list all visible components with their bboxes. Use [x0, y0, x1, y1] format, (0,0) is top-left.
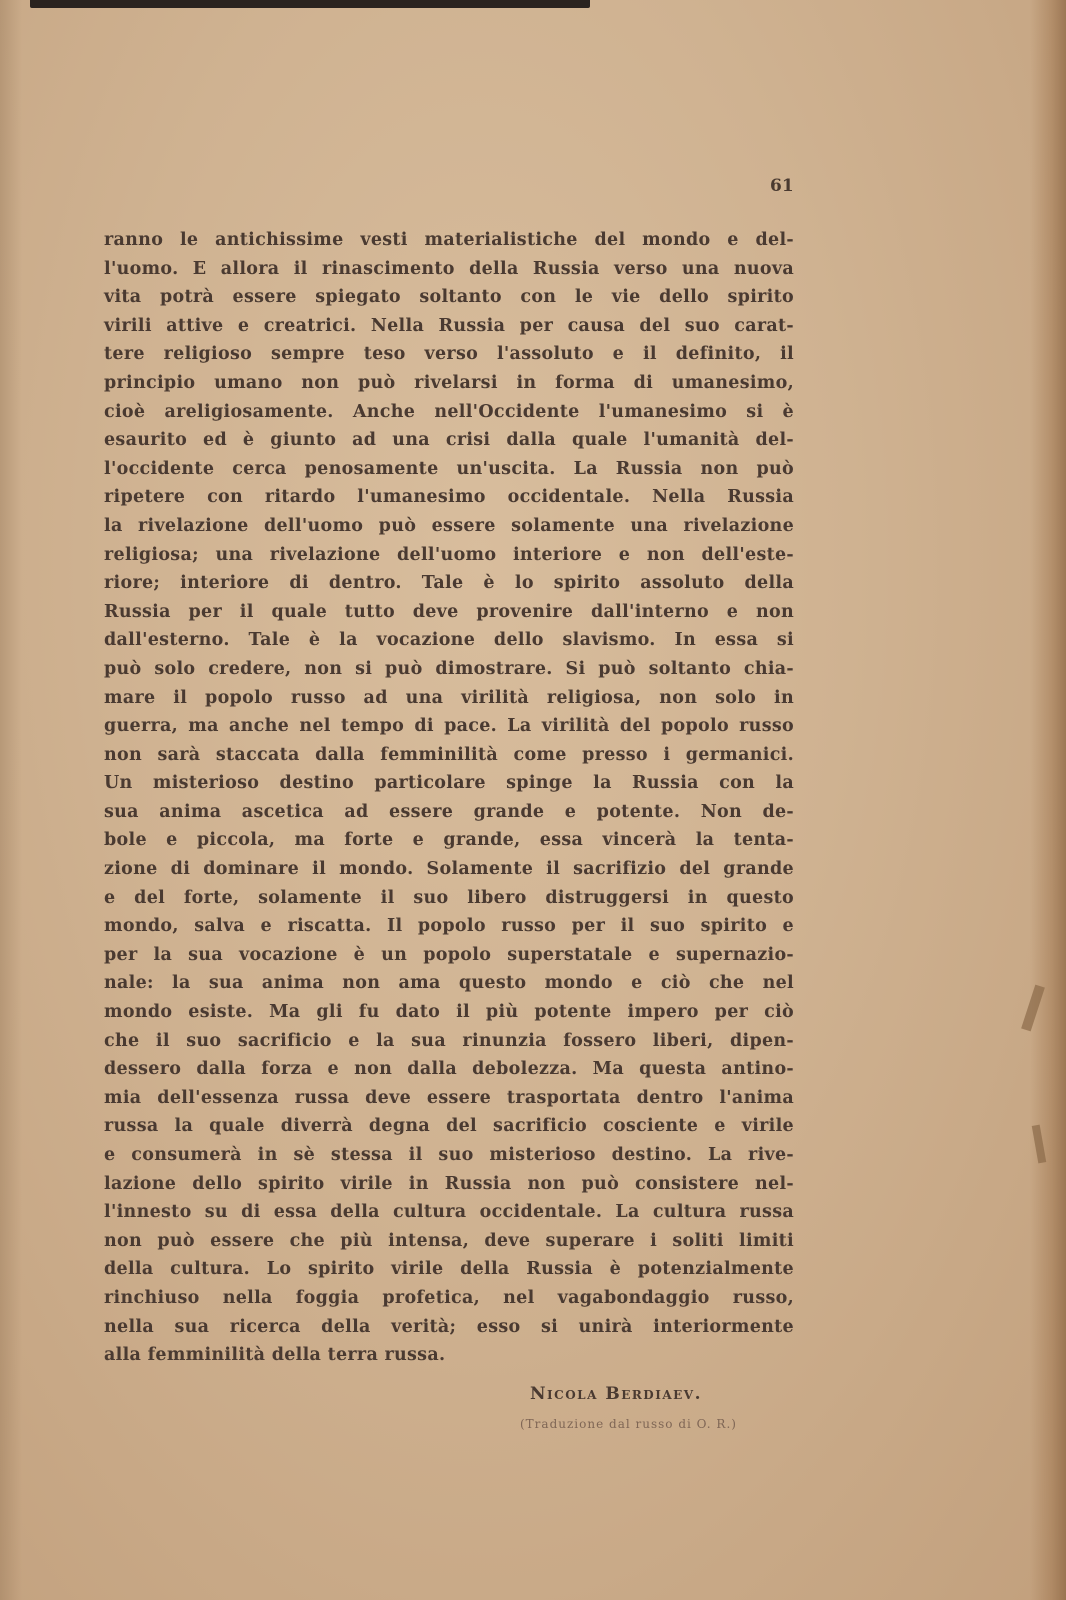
text-line: della cultura. Lo spirito virile della Russia è potenzialmente — [104, 1259, 794, 1280]
text-line: ranno le antichissime vesti materialistiche del mondo e del- — [104, 230, 794, 250]
text-line: vita potrà essere spiegato soltanto con le vie dello spirito — [104, 287, 794, 308]
translation-note: (Traduzione dal russo di O. R.) — [520, 1417, 737, 1431]
text-line: e consumerà in sè stessa il suo misterioso destino. La rive- — [104, 1145, 794, 1165]
text-line: e del forte, solamente il suo libero distruggersi in questo — [104, 887, 794, 908]
text-line: dall'esterno. Tale è la vocazione dello slavismo. In essa si — [104, 630, 794, 651]
text-line: l'occidente cerca penosamente un'uscita. La Russia non può — [104, 458, 794, 479]
text-line: la rivelazione dell'uomo può essere solamente una rivelazione — [104, 515, 794, 536]
text-line: nella sua ricerca della verità; esso si unirà interiormente — [104, 1316, 794, 1337]
text-line: l'uomo. E allora il rinascimento della Russia verso una nuova — [104, 258, 794, 279]
page-left-shadow — [0, 0, 22, 1600]
text-line: tere religioso sempre teso verso l'assoluto e il definito, il — [104, 344, 794, 365]
text-line: religiosa; una rivelazione dell'uomo interiore e non dell'este- — [104, 544, 794, 565]
text-line: può solo credere, non si può dimostrare. Si può soltanto chia- — [104, 658, 794, 679]
text-line: non sarà staccata dalla femminilità come presso i germanici. — [104, 744, 794, 765]
text-line: mare il popolo russo ad una virilità religiosa, non solo in — [104, 687, 794, 708]
text-line: l'innesto su di essa della cultura occidentale. La cultura russa — [104, 1202, 794, 1223]
text-line: ripetere con ritardo l'umanesimo occidentale. Nella Russia — [104, 487, 794, 508]
body-text — [104, 226, 794, 1370]
text-line: rinchiuso nella foggia profetica, nel vagabondaggio russo, — [104, 1287, 794, 1308]
text-line: esaurito ed è giunto ad una crisi dalla quale l'umanità del- — [104, 430, 794, 451]
text-line: sua anima ascetica ad essere grande e potente. Non de- — [104, 801, 794, 822]
text-line: guerra, ma anche nel tempo di pace. La virilità del popolo russo — [104, 716, 794, 737]
page-right-edge — [1030, 0, 1066, 1600]
text-line: Un misterioso destino particolare spinge la Russia con la — [104, 773, 794, 794]
text-line: virili attive e creatrici. Nella Russia per causa del suo carat- — [104, 315, 794, 336]
text-line: zione di dominare il mondo. Solamente il sacrifizio del grande — [104, 859, 794, 880]
text-line: riore; interiore di dentro. Tale è lo spirito assoluto della — [104, 573, 794, 594]
text-line: russa la quale diverrà degna del sacrificio cosciente e virile — [104, 1116, 794, 1137]
text-line: mondo, salva e riscatta. Il popolo russo per il suo spirito e — [104, 916, 794, 937]
text-line: che il suo sacrificio e la sua rinunzia fossero liberi, dipen- — [104, 1030, 794, 1051]
page-number: 61 — [770, 176, 794, 196]
page-top-shadow — [30, 0, 590, 8]
text-line: bole e piccola, ma forte e grande, essa vincerà la tenta- — [104, 830, 794, 851]
author-signature: Nicola Berdiaev. — [530, 1384, 703, 1404]
text-line: nale: la sua anima non ama questo mondo e ciò che nel — [104, 973, 794, 994]
text-line: non può essere che più intensa, deve superare i soliti limiti — [104, 1230, 794, 1251]
text-line: per la sua vocazione è un popolo superstatale e supernazio- — [104, 944, 794, 965]
text-line: alla femminilità della terra russa. — [104, 1345, 446, 1366]
text-line: lazione dello spirito virile in Russia non può consistere nel- — [104, 1173, 794, 1194]
text-line: Russia per il quale tutto deve provenire dall'interno e non — [104, 601, 794, 622]
text-line: dessero dalla forza e non dalla debolezza. Ma questa antino- — [104, 1059, 794, 1080]
text-line: mia dell'essenza russa deve essere trasportata dentro l'anima — [104, 1087, 794, 1108]
text-line: cioè areligiosamente. Anche nell'Occidente l'umanesimo si è — [104, 401, 794, 422]
text-line: mondo esiste. Ma gli fu dato il più potente impero per ciò — [104, 1002, 794, 1023]
text-line: principio umano non può rivelarsi in forma di umanesimo, — [104, 372, 794, 393]
